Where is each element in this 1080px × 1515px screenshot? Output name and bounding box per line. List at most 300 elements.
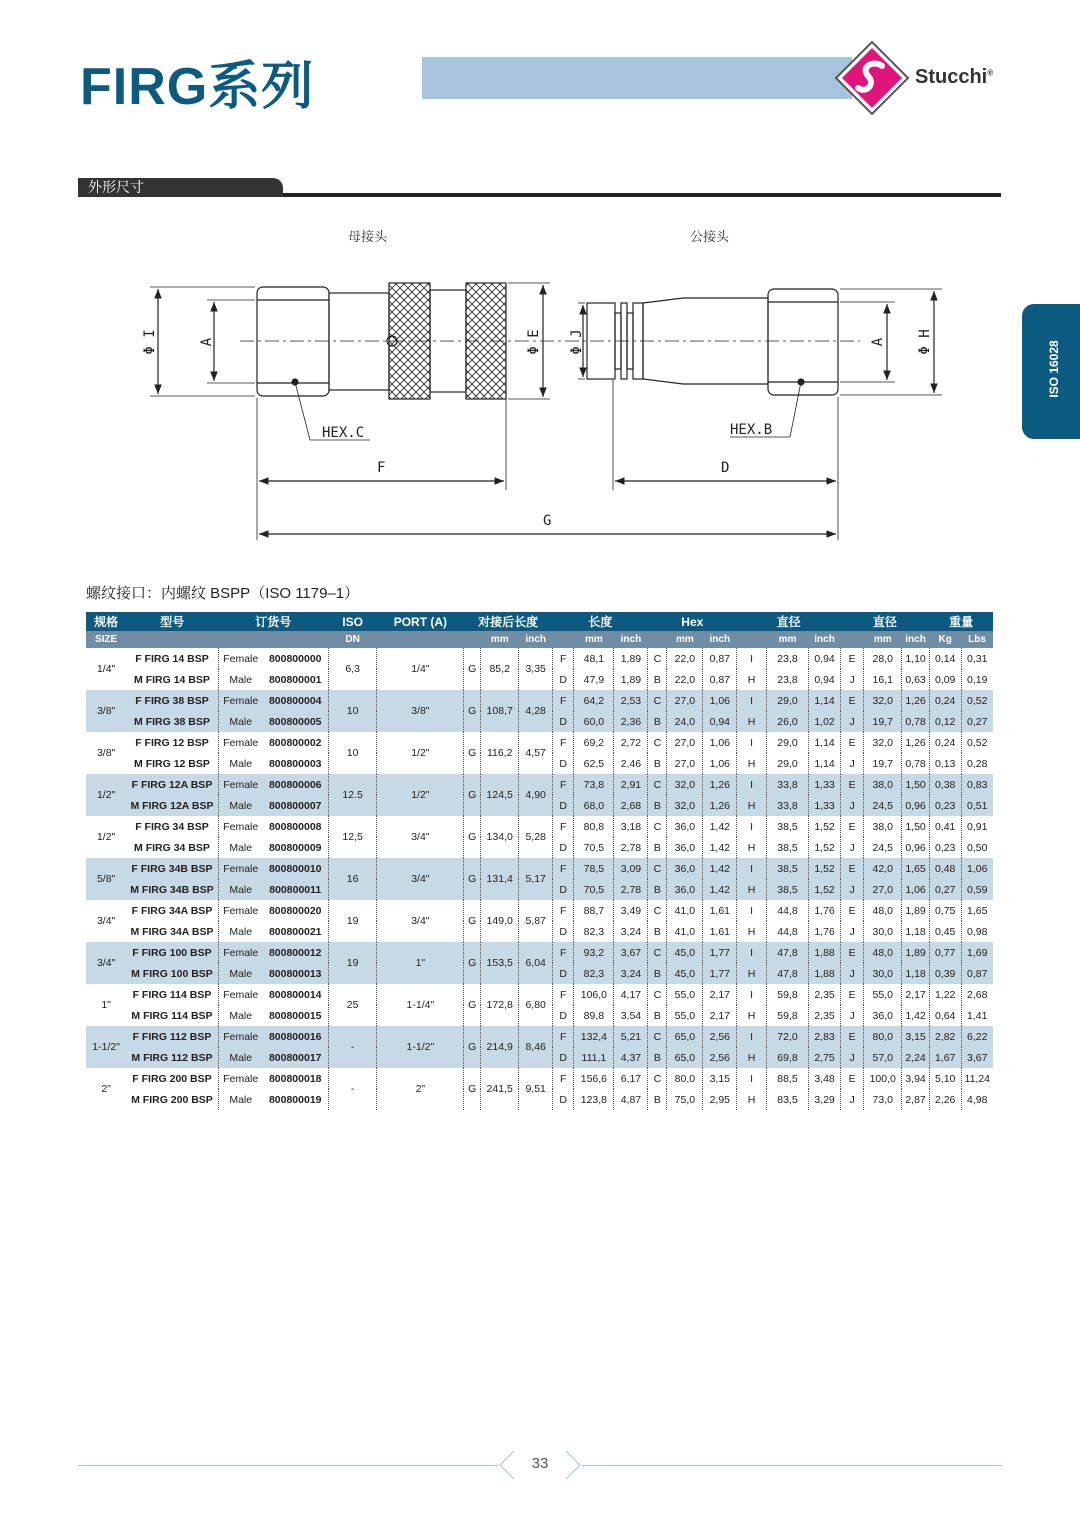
cell-g-key: G <box>464 732 481 774</box>
cell-g-key: G <box>464 816 481 858</box>
cell-port: 3/4" <box>377 858 464 900</box>
th-dn: DN <box>328 631 377 648</box>
cell-port: 1/2" <box>377 732 464 774</box>
cell-dia1-inch: 1,33 <box>809 774 841 795</box>
cell-dia1-key: H <box>737 1089 767 1110</box>
cell-dia2-key: J <box>840 921 863 942</box>
cell-g-key: G <box>464 900 481 942</box>
cell-g-key: G <box>464 1068 481 1110</box>
cell-weight-kg: 0,14 <box>929 648 961 669</box>
cell-g-mm: 149,0 <box>481 900 519 942</box>
cell-dia1-inch: 1,14 <box>809 753 841 774</box>
cell-dia2-mm: 38,0 <box>864 774 902 795</box>
cell-dia1-key: H <box>737 921 767 942</box>
cell-dia1-inch: 1,88 <box>809 942 841 963</box>
cell-length-key: D <box>553 1005 574 1026</box>
cell-order-number: 800800003 <box>268 757 322 770</box>
cell-dia1-inch: 1,88 <box>809 963 841 984</box>
cell-weight-kg: 0,75 <box>929 900 961 921</box>
cell-dia2-inch: 2,17 <box>902 984 930 1005</box>
cell-dia1-key: I <box>737 858 767 879</box>
cell-weight-kg: 0,23 <box>929 837 961 858</box>
cell-model: F FIRG 114 BSP <box>132 988 212 1001</box>
cell-length-key: D <box>553 669 574 690</box>
cell-dia1-mm: 33,8 <box>766 795 808 816</box>
cell-length-inch: 3,67 <box>614 942 648 963</box>
cell-length-mm: 70,5 <box>574 837 614 858</box>
cell-hex-inch: 0,94 <box>703 711 737 732</box>
cell-length-key: F <box>553 984 574 1005</box>
cell-length-mm: 78,5 <box>574 858 614 879</box>
dim-phi-h: Φ H <box>917 329 933 355</box>
section-label: 外形尺寸 <box>78 178 283 197</box>
cell-hex-key: B <box>648 1047 667 1068</box>
cell-model: M FIRG 112 BSP <box>126 1047 218 1068</box>
cell-length-inch: 2,78 <box>614 837 648 858</box>
cell-g-inch: 8,46 <box>519 1026 553 1068</box>
cell-dia2-mm: 80,0 <box>864 1026 902 1047</box>
cell-dia2-key: J <box>840 1005 863 1026</box>
cell-length-mm: 89,8 <box>574 1005 614 1026</box>
cell-dia2-key: E <box>840 900 863 921</box>
cell-weight-kg: 0,64 <box>929 1005 961 1026</box>
cell-dia2-mm: 36,0 <box>864 1005 902 1026</box>
cell-length-inch: 5,21 <box>614 1026 648 1047</box>
cell-model: M FIRG 14 BSP <box>134 673 210 686</box>
cell-g-mm: 131,4 <box>481 858 519 900</box>
cell-model: M FIRG 200 BSP <box>131 1093 213 1106</box>
cell-port: 1-1/2" <box>377 1026 464 1068</box>
cell-order-number: 800800000 <box>268 652 322 665</box>
cell-model: M FIRG 114 BSP <box>131 1009 213 1022</box>
cell-dia1-key: H <box>737 795 767 816</box>
cell-dia1-mm: 47,8 <box>766 963 808 984</box>
cell-dia2-mm: 38,0 <box>864 816 902 837</box>
cell-order-number: 800800020 <box>268 904 322 917</box>
cell-dia1-key: I <box>737 732 767 753</box>
cell-length-inch: 3,24 <box>614 963 648 984</box>
cell-dia2-key: J <box>840 669 863 690</box>
cell-size: 3/4" <box>96 915 116 927</box>
cell-dia1-key: I <box>737 1026 767 1047</box>
cell-dia1-key: I <box>737 1068 767 1089</box>
cell-weight-kg: 5,10 <box>929 1068 961 1089</box>
cell-model: F FIRG 34A BSP <box>131 904 213 917</box>
cell-length-mm: 48,1 <box>574 648 614 669</box>
cell-length-mm: 82,3 <box>574 921 614 942</box>
cell-type: Male <box>218 753 262 774</box>
cell-dia1-key: H <box>737 669 767 690</box>
cell-dia1-key: I <box>737 984 767 1005</box>
cell-g-mm: 134,0 <box>481 816 519 858</box>
table-row <box>86 1068 993 1089</box>
cell-dia1-inch: 1,76 <box>809 921 841 942</box>
cell-length-inch: 2,36 <box>614 711 648 732</box>
cell-dia2-key: J <box>840 963 863 984</box>
cell-dia1-mm: 38,5 <box>766 858 808 879</box>
cell-hex-inch: 1,42 <box>703 816 737 837</box>
cell-type: Male <box>218 879 262 900</box>
cell-order-number: 800800015 <box>268 1009 322 1022</box>
cell-dia1-mm: 26,0 <box>766 711 808 732</box>
cell-port: 3/4" <box>377 816 464 858</box>
table-row <box>86 732 993 753</box>
cell-type: Female <box>218 648 262 669</box>
cell-hex-mm: 45,0 <box>667 942 703 963</box>
cell-port: 1-1/4" <box>377 984 464 1026</box>
cell-dia1-inch: 2,75 <box>809 1047 841 1068</box>
cell-dia2-inch: 1,18 <box>902 921 930 942</box>
cell-dia1-inch: 1,33 <box>809 795 841 816</box>
cell-hex-inch: 2,17 <box>703 984 737 1005</box>
cell-length-key: F <box>553 942 574 963</box>
cell-weight-kg: 2,26 <box>929 1089 961 1110</box>
cell-dia2-key: J <box>840 1089 863 1110</box>
cell-length-mm: 60,0 <box>574 711 614 732</box>
cell-hex-inch: 1,26 <box>703 795 737 816</box>
technical-drawing <box>120 215 960 550</box>
dim-phi-i: Φ I <box>142 329 158 355</box>
male-coupler-label: 公接头 <box>690 229 730 244</box>
cell-length-key: D <box>553 795 574 816</box>
cell-dia2-inch: 1,26 <box>902 690 930 711</box>
cell-dia2-mm: 19,7 <box>864 711 902 732</box>
cell-dia1-inch: 1,14 <box>809 732 841 753</box>
cell-size: 3/4" <box>86 942 126 984</box>
cell-hex-inch: 2,17 <box>703 1005 737 1026</box>
th-length-after: 对接后长度 <box>464 612 553 631</box>
cell-dn: 10 <box>328 690 377 732</box>
cell-size: 1" <box>101 999 111 1011</box>
cell-weight-kg: 0,45 <box>929 921 961 942</box>
cell-hex-inch: 2,95 <box>703 1089 737 1110</box>
cell-dia1-mm: 88,5 <box>766 1068 808 1089</box>
cell-type: Female <box>218 774 262 795</box>
cell-order-number: 800800016 <box>263 1026 329 1047</box>
cell-type: Male <box>218 921 262 942</box>
cell-order-number: 800800019 <box>268 1093 322 1106</box>
cell-weight-lbs: 0,50 <box>961 837 993 858</box>
cell-hex-mm: 36,0 <box>667 816 703 837</box>
side-tab: ISO 16028 <box>1022 304 1080 439</box>
cell-dia1-inch: 0,94 <box>809 669 841 690</box>
cell-weight-kg: 0,41 <box>929 816 961 837</box>
cell-weight-lbs: 0,27 <box>961 711 993 732</box>
cell-type: Male <box>218 1047 262 1068</box>
cell-dia1-mm: 83,5 <box>766 1089 808 1110</box>
cell-dia2-key: J <box>840 837 863 858</box>
cell-length-key: D <box>553 963 574 984</box>
cell-length-key: F <box>553 1026 574 1047</box>
th-order: 订货号 <box>218 612 328 631</box>
cell-length-mm: 68,0 <box>574 795 614 816</box>
cell-dia1-key: H <box>737 1047 767 1068</box>
cell-dia2-inch: 1,26 <box>902 732 930 753</box>
cell-type: Female <box>218 816 262 837</box>
cell-length-mm: 123,8 <box>574 1089 614 1110</box>
cell-dn: 12,5 <box>328 816 377 858</box>
cell-model: F FIRG 100 BSP <box>126 942 218 963</box>
cell-dia1-key: I <box>737 774 767 795</box>
cell-dia1-key: H <box>737 879 767 900</box>
cell-weight-kg: 0,27 <box>929 879 961 900</box>
cell-dia1-key: H <box>737 711 767 732</box>
cell-dia2-key: J <box>840 795 863 816</box>
cell-order-number: 800800010 <box>263 858 329 879</box>
cell-length-mm: 88,7 <box>574 900 614 921</box>
th-diameter-2: 直径 <box>840 612 929 631</box>
cell-weight-kg: 1,67 <box>929 1047 961 1068</box>
cell-dia2-key: E <box>840 816 863 837</box>
cell-weight-lbs: 0,31 <box>961 648 993 669</box>
cell-hex-key: C <box>648 690 667 711</box>
cell-dia2-mm: 30,0 <box>864 921 902 942</box>
cell-weight-lbs: 0,98 <box>961 921 993 942</box>
cell-weight-lbs: 0,83 <box>961 774 993 795</box>
cell-order-number: 800800009 <box>268 841 322 854</box>
cell-type: Male <box>218 669 262 690</box>
cell-dia1-mm: 44,8 <box>766 921 808 942</box>
cell-length-key: D <box>553 711 574 732</box>
cell-dia1-key: I <box>737 900 767 921</box>
brand-name: Stucchi® <box>915 66 994 88</box>
table-row <box>86 942 993 963</box>
cell-order-number: 800800008 <box>268 820 322 833</box>
cell-hex-inch: 1,06 <box>703 690 737 711</box>
cell-length-key: F <box>553 900 574 921</box>
cell-model: M FIRG 34 BSP <box>134 841 210 854</box>
cell-model: F FIRG 34B BSP <box>126 858 218 879</box>
cell-type: Female <box>218 732 262 753</box>
cell-hex-inch: 1,61 <box>703 900 737 921</box>
cell-hex-key: B <box>648 879 667 900</box>
cell-dn: 25 <box>328 984 377 1026</box>
cell-hex-mm: 36,0 <box>667 879 703 900</box>
cell-dia1-key: H <box>737 753 767 774</box>
cell-hex-key: B <box>648 711 667 732</box>
table-row <box>86 648 993 669</box>
cell-dia2-inch: 1,89 <box>902 900 930 921</box>
cell-length-inch: 3,54 <box>614 1005 648 1026</box>
cell-g-key: G <box>464 942 481 984</box>
table-row <box>86 816 993 837</box>
table-row <box>86 900 993 921</box>
cell-hex-key: B <box>648 1089 667 1110</box>
cell-weight-lbs: 0,59 <box>961 879 993 900</box>
cell-hex-key: B <box>648 753 667 774</box>
cell-weight-kg: 1,22 <box>929 984 961 1005</box>
cell-hex-key: B <box>648 1005 667 1026</box>
cell-dia2-key: E <box>840 648 863 669</box>
dim-a-male: A <box>870 337 886 347</box>
cell-dia1-inch: 3,48 <box>809 1068 841 1089</box>
cell-dia2-key: E <box>840 984 863 1005</box>
cell-model: F FIRG 112 BSP <box>126 1026 218 1047</box>
cell-order-number: 800800018 <box>268 1072 322 1085</box>
cell-length-key: F <box>553 858 574 879</box>
cell-dia2-mm: 73,0 <box>864 1089 902 1110</box>
cell-hex-mm: 65,0 <box>667 1026 703 1047</box>
cell-g-mm: 172,8 <box>481 984 519 1026</box>
cell-weight-lbs: 1,06 <box>961 858 993 879</box>
cell-size: 2" <box>101 1083 111 1095</box>
cell-weight-lbs: 11,24 <box>961 1068 993 1089</box>
cell-type: Female <box>218 1026 262 1047</box>
cell-model: F FIRG 38 BSP <box>126 690 218 711</box>
cell-dia1-mm: 72,0 <box>766 1026 808 1047</box>
cell-weight-lbs: 6,22 <box>961 1026 993 1047</box>
cell-length-inch: 2,72 <box>614 732 648 753</box>
cell-length-key: D <box>553 1047 574 1068</box>
cell-order-number: 800800002 <box>268 736 322 749</box>
cell-order-number: 800800014 <box>268 988 322 1001</box>
cell-weight-lbs: 1,41 <box>961 1005 993 1026</box>
cell-dia1-key: H <box>737 837 767 858</box>
cell-dia2-key: E <box>840 690 863 711</box>
cell-dia2-key: E <box>840 1068 863 1089</box>
cell-dia2-inch: 0,96 <box>902 837 930 858</box>
cell-size: 1/4" <box>96 663 116 675</box>
cell-type: Female <box>218 1068 262 1089</box>
cell-model: F FIRG 14 BSP <box>135 652 209 665</box>
cell-hex-mm: 55,0 <box>667 984 703 1005</box>
cell-length-mm: 62,5 <box>574 753 614 774</box>
cell-dia1-key: I <box>737 942 767 963</box>
cell-length-inch: 6,17 <box>614 1068 648 1089</box>
cell-dn: 16 <box>328 858 377 900</box>
cell-g-inch: 6,04 <box>519 942 553 984</box>
page-title: FIRG系列 <box>80 58 315 116</box>
cell-length-key: F <box>553 1068 574 1089</box>
cell-dia1-mm: 47,8 <box>766 942 808 963</box>
cell-hex-key: B <box>648 963 667 984</box>
cell-size: 1-1/2" <box>86 1026 126 1068</box>
page-number: 33 <box>531 1455 549 1472</box>
cell-model: M FIRG 34B BSP <box>126 879 218 900</box>
cell-type: Female <box>218 690 262 711</box>
th-hex: Hex <box>648 612 737 631</box>
cell-dia2-key: E <box>840 732 863 753</box>
cell-g-inch: 4,90 <box>519 774 553 816</box>
cell-dia2-mm: 55,0 <box>864 984 902 1005</box>
cell-length-mm: 73,8 <box>574 774 614 795</box>
cell-g-mm: 153,5 <box>481 942 519 984</box>
cell-dia1-inch: 1,52 <box>809 837 841 858</box>
cell-dia2-inch: 0,63 <box>902 669 930 690</box>
table-row <box>86 858 993 879</box>
cell-model: M FIRG 100 BSP <box>126 963 218 984</box>
cell-hex-inch: 1,06 <box>703 732 737 753</box>
cell-length-mm: 156,6 <box>574 1068 614 1089</box>
cell-hex-key: C <box>648 984 667 1005</box>
cell-hex-mm: 24,0 <box>667 711 703 732</box>
cell-order-number: 800800001 <box>268 673 322 686</box>
cell-length-inch: 3,18 <box>614 816 648 837</box>
table-row <box>86 984 993 1005</box>
cell-length-mm: 82,3 <box>574 963 614 984</box>
dim-hex-c: HEX.C <box>322 425 365 441</box>
cell-type: Female <box>218 858 262 879</box>
cell-hex-inch: 1,42 <box>703 858 737 879</box>
cell-dia1-mm: 38,5 <box>766 879 808 900</box>
cell-hex-mm: 65,0 <box>667 1047 703 1068</box>
cell-dia2-inch: 1,18 <box>902 963 930 984</box>
cell-model: F FIRG 200 BSP <box>132 1072 212 1085</box>
cell-g-key: G <box>464 858 481 900</box>
cell-hex-mm: 32,0 <box>667 795 703 816</box>
cell-type: Male <box>218 1089 262 1110</box>
th-size-en: SIZE <box>86 631 126 648</box>
cell-weight-lbs: 3,67 <box>961 1047 993 1068</box>
cell-size: 3/8" <box>96 747 116 759</box>
table-row <box>86 690 993 711</box>
cell-hex-mm: 45,0 <box>667 963 703 984</box>
cell-hex-mm: 27,0 <box>667 753 703 774</box>
cell-weight-lbs: 2,68 <box>961 984 993 1005</box>
cell-hex-key: C <box>648 1068 667 1089</box>
dim-hex-b: HEX.B <box>730 422 773 438</box>
cell-dia2-inch: 1,50 <box>902 816 930 837</box>
cell-dia2-mm: 16,1 <box>864 669 902 690</box>
cell-dia2-inch: 1,89 <box>902 942 930 963</box>
cell-length-key: F <box>553 774 574 795</box>
cell-type: Female <box>218 900 262 921</box>
cell-weight-kg: 0,24 <box>929 690 961 711</box>
cell-weight-kg: 0,13 <box>929 753 961 774</box>
cell-hex-key: B <box>648 795 667 816</box>
cell-length-mm: 70,5 <box>574 879 614 900</box>
cell-weight-lbs: 1,65 <box>961 900 993 921</box>
cell-dia2-mm: 32,0 <box>864 732 902 753</box>
cell-hex-key: C <box>648 648 667 669</box>
cell-dia1-inch: 2,35 <box>809 1005 841 1026</box>
cell-hex-inch: 1,77 <box>703 942 737 963</box>
cell-dia1-inch: 3,29 <box>809 1089 841 1110</box>
cell-order-number: 800800012 <box>263 942 329 963</box>
cell-dia2-inch: 0,78 <box>902 753 930 774</box>
cell-weight-kg: 2,82 <box>929 1026 961 1047</box>
cell-hex-inch: 1,42 <box>703 837 737 858</box>
cell-order-number: 800800021 <box>268 925 322 938</box>
cell-length-key: D <box>553 753 574 774</box>
cell-weight-kg: 0,12 <box>929 711 961 732</box>
cell-weight-kg: 0,77 <box>929 942 961 963</box>
cell-model: M FIRG 12 BSP <box>134 757 210 770</box>
cell-hex-mm: 75,0 <box>667 1089 703 1110</box>
cell-order-number: 800800011 <box>263 879 329 900</box>
cell-length-inch: 3,09 <box>614 858 648 879</box>
dim-phi-e: Φ E <box>526 329 542 355</box>
cell-dn: - <box>328 1068 377 1110</box>
cell-order-number: 800800005 <box>263 711 329 732</box>
cell-length-inch: 2,68 <box>614 795 648 816</box>
cell-hex-inch: 2,56 <box>703 1026 737 1047</box>
cell-length-key: F <box>553 690 574 711</box>
cell-g-mm: 108,7 <box>481 690 519 732</box>
cell-hex-inch: 1,61 <box>703 921 737 942</box>
cell-dia2-mm: 19,7 <box>864 753 902 774</box>
cell-dia1-inch: 1,52 <box>809 858 841 879</box>
cell-weight-lbs: 0,19 <box>961 669 993 690</box>
cell-type: Female <box>218 942 262 963</box>
cell-dia1-mm: 38,5 <box>766 816 808 837</box>
cell-length-inch: 2,78 <box>614 879 648 900</box>
cell-dia1-inch: 2,83 <box>809 1026 841 1047</box>
cell-dn: 10 <box>328 732 377 774</box>
cell-model: F FIRG 12 BSP <box>135 736 209 749</box>
cell-dia2-key: J <box>840 1047 863 1068</box>
cell-weight-lbs: 0,87 <box>961 963 993 984</box>
